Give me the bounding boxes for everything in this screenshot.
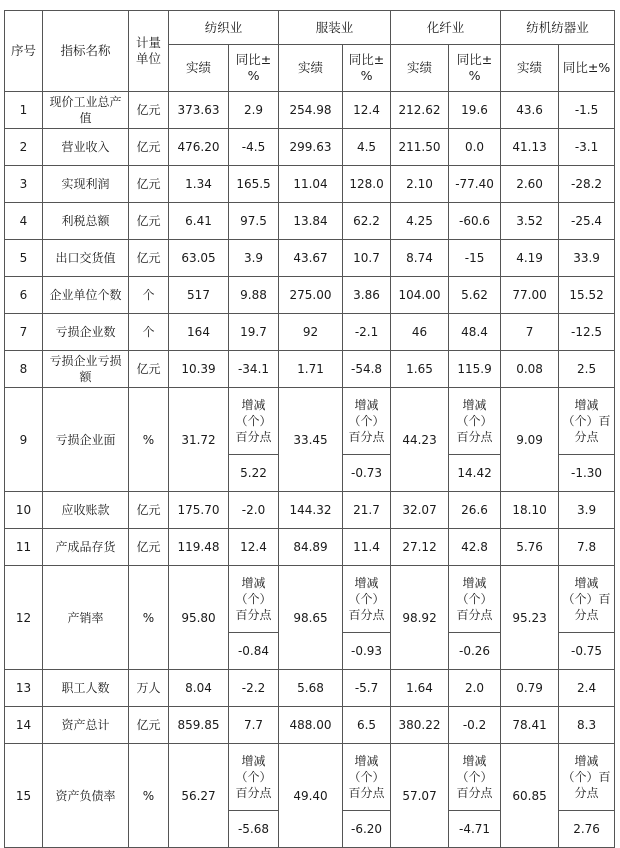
table-row — [5, 707, 615, 744]
table-row — [5, 203, 615, 240]
cell-actual: 44.23 — [391, 388, 449, 492]
cell-actual: 380.22 — [391, 707, 449, 744]
cell-unit: 亿元 — [129, 351, 169, 388]
cell-indicator-name: 产成品存货 — [43, 529, 129, 566]
cell-yoy: 7.8 — [559, 529, 615, 566]
cell-indicator-name: 现价工业总产值 — [43, 92, 129, 129]
cell-yoy: -77.40 — [449, 166, 501, 203]
table-row — [5, 314, 615, 351]
statistics-table — [4, 10, 615, 848]
cell-actual: 9.09 — [501, 388, 559, 492]
cell-actual: 4.25 — [391, 203, 449, 240]
cell-change-value: -6.20 — [343, 811, 391, 848]
cell-actual: 77.00 — [501, 277, 559, 314]
cell-indicator-name: 资产负债率 — [43, 744, 129, 848]
header-row-groups — [5, 11, 615, 45]
cell-actual: 0.08 — [501, 351, 559, 388]
cell-seq: 12 — [5, 566, 43, 670]
cell-actual: 8.74 — [391, 240, 449, 277]
cell-change-label: 增减（个）百分点 — [343, 744, 391, 811]
cell-actual: 84.89 — [279, 529, 343, 566]
cell-seq: 5 — [5, 240, 43, 277]
cell-change-value: 5.22 — [229, 455, 279, 492]
cell-yoy: 12.4 — [229, 529, 279, 566]
cell-unit: 亿元 — [129, 129, 169, 166]
cell-actual: 43.6 — [501, 92, 559, 129]
cell-unit: % — [129, 566, 169, 670]
cell-change-label: 增减（个）百分点 — [229, 388, 279, 455]
cell-change-label: 增减（个）百分点 — [559, 566, 615, 633]
table-row — [5, 670, 615, 707]
cell-yoy: 33.9 — [559, 240, 615, 277]
cell-actual: 144.32 — [279, 492, 343, 529]
cell-seq: 13 — [5, 670, 43, 707]
cell-yoy: -0.2 — [449, 707, 501, 744]
cell-actual: 0.79 — [501, 670, 559, 707]
cell-seq: 4 — [5, 203, 43, 240]
cell-actual: 31.72 — [169, 388, 229, 492]
cell-seq: 2 — [5, 129, 43, 166]
cell-indicator-name: 企业单位个数 — [43, 277, 129, 314]
cell-actual: 175.70 — [169, 492, 229, 529]
cell-actual: 275.00 — [279, 277, 343, 314]
cell-yoy: -28.2 — [559, 166, 615, 203]
cell-yoy: 19.6 — [449, 92, 501, 129]
cell-change-value: 14.42 — [449, 455, 501, 492]
table-row — [5, 92, 615, 129]
cell-actual: 859.85 — [169, 707, 229, 744]
cell-actual: 1.64 — [391, 670, 449, 707]
cell-change-value: -1.30 — [559, 455, 615, 492]
cell-indicator-name: 资产总计 — [43, 707, 129, 744]
cell-actual: 6.41 — [169, 203, 229, 240]
cell-change-value: -5.68 — [229, 811, 279, 848]
cell-seq: 7 — [5, 314, 43, 351]
header-actual: 实绩 — [501, 45, 559, 92]
cell-unit: 万人 — [129, 670, 169, 707]
cell-change-label: 增减（个）百分点 — [343, 388, 391, 455]
cell-yoy: 2.9 — [229, 92, 279, 129]
cell-seq: 9 — [5, 388, 43, 492]
cell-yoy: 3.9 — [559, 492, 615, 529]
cell-unit: % — [129, 744, 169, 848]
cell-change-label: 增减（个）百分点 — [229, 566, 279, 633]
cell-actual: 212.62 — [391, 92, 449, 129]
cell-yoy: 2.4 — [559, 670, 615, 707]
cell-yoy: 62.2 — [343, 203, 391, 240]
cell-yoy: 2.0 — [449, 670, 501, 707]
table-row — [5, 129, 615, 166]
header-actual: 实绩 — [391, 45, 449, 92]
cell-unit: 个 — [129, 314, 169, 351]
cell-yoy: -34.1 — [229, 351, 279, 388]
cell-indicator-name: 应收账款 — [43, 492, 129, 529]
cell-yoy: -2.1 — [343, 314, 391, 351]
cell-actual: 98.92 — [391, 566, 449, 670]
cell-actual: 98.65 — [279, 566, 343, 670]
header-group-apparel: 服装业 — [279, 11, 391, 45]
table-body — [5, 11, 615, 848]
cell-actual: 517 — [169, 277, 229, 314]
cell-yoy: 12.4 — [343, 92, 391, 129]
cell-indicator-name: 利税总额 — [43, 203, 129, 240]
cell-change-value: -0.93 — [343, 633, 391, 670]
cell-actual: 60.85 — [501, 744, 559, 848]
cell-yoy: 15.52 — [559, 277, 615, 314]
cell-seq: 8 — [5, 351, 43, 388]
cell-change-label: 增减（个）百分点 — [229, 744, 279, 811]
cell-actual: 95.80 — [169, 566, 229, 670]
cell-indicator-name: 亏损企业面 — [43, 388, 129, 492]
header-group-chemical-fiber: 化纤业 — [391, 11, 501, 45]
cell-yoy: 3.86 — [343, 277, 391, 314]
cell-yoy: 11.4 — [343, 529, 391, 566]
cell-actual: 373.63 — [169, 92, 229, 129]
cell-change-value: -0.26 — [449, 633, 501, 670]
cell-actual: 488.00 — [279, 707, 343, 744]
cell-actual: 4.19 — [501, 240, 559, 277]
cell-indicator-name: 产销率 — [43, 566, 129, 670]
cell-actual: 92 — [279, 314, 343, 351]
cell-yoy: -12.5 — [559, 314, 615, 351]
cell-unit: 亿元 — [129, 707, 169, 744]
cell-change-value: -0.84 — [229, 633, 279, 670]
cell-change-label: 增减（个）百分点 — [449, 388, 501, 455]
table-row — [5, 388, 615, 455]
header-yoy: 同比±% — [449, 45, 501, 92]
cell-indicator-name: 亏损企业数 — [43, 314, 129, 351]
cell-unit: 个 — [129, 277, 169, 314]
cell-actual: 63.05 — [169, 240, 229, 277]
cell-actual: 7 — [501, 314, 559, 351]
cell-actual: 8.04 — [169, 670, 229, 707]
cell-unit: 亿元 — [129, 166, 169, 203]
table-row — [5, 744, 615, 811]
cell-seq: 11 — [5, 529, 43, 566]
cell-yoy: -15 — [449, 240, 501, 277]
cell-yoy: 7.7 — [229, 707, 279, 744]
cell-actual: 32.07 — [391, 492, 449, 529]
cell-actual: 10.39 — [169, 351, 229, 388]
cell-change-value: -0.73 — [343, 455, 391, 492]
table-row — [5, 566, 615, 633]
cell-actual: 57.07 — [391, 744, 449, 848]
cell-indicator-name: 出口交货值 — [43, 240, 129, 277]
cell-actual: 13.84 — [279, 203, 343, 240]
cell-yoy: 4.5 — [343, 129, 391, 166]
cell-yoy: -2.0 — [229, 492, 279, 529]
cell-actual: 3.52 — [501, 203, 559, 240]
cell-yoy: 19.7 — [229, 314, 279, 351]
header-yoy: 同比±% — [229, 45, 279, 92]
cell-yoy: 2.5 — [559, 351, 615, 388]
cell-actual: 2.10 — [391, 166, 449, 203]
cell-change-value: 2.76 — [559, 811, 615, 848]
cell-change-label: 增减（个）百分点 — [449, 566, 501, 633]
cell-yoy: 5.62 — [449, 277, 501, 314]
table-row — [5, 529, 615, 566]
cell-yoy: 48.4 — [449, 314, 501, 351]
cell-actual: 27.12 — [391, 529, 449, 566]
table-row — [5, 166, 615, 203]
cell-unit: 亿元 — [129, 92, 169, 129]
cell-change-label: 增减（个）百分点 — [559, 388, 615, 455]
cell-actual: 299.63 — [279, 129, 343, 166]
cell-actual: 211.50 — [391, 129, 449, 166]
cell-actual: 1.34 — [169, 166, 229, 203]
cell-yoy: 0.0 — [449, 129, 501, 166]
cell-yoy: 10.7 — [343, 240, 391, 277]
cell-seq: 6 — [5, 277, 43, 314]
cell-change-label: 增减（个）百分点 — [559, 744, 615, 811]
header-indicator-name: 指标名称 — [43, 11, 129, 92]
cell-indicator-name: 营业收入 — [43, 129, 129, 166]
cell-actual: 95.23 — [501, 566, 559, 670]
cell-actual: 2.60 — [501, 166, 559, 203]
cell-unit: 亿元 — [129, 203, 169, 240]
cell-yoy: 3.9 — [229, 240, 279, 277]
cell-change-value: -0.75 — [559, 633, 615, 670]
cell-actual: 56.27 — [169, 744, 229, 848]
cell-actual: 43.67 — [279, 240, 343, 277]
cell-change-label: 增减（个）百分点 — [343, 566, 391, 633]
cell-yoy: 97.5 — [229, 203, 279, 240]
cell-actual: 49.40 — [279, 744, 343, 848]
cell-actual: 164 — [169, 314, 229, 351]
cell-yoy: 6.5 — [343, 707, 391, 744]
cell-seq: 10 — [5, 492, 43, 529]
cell-actual: 11.04 — [279, 166, 343, 203]
header-unit: 计量单位 — [129, 11, 169, 92]
cell-yoy: -54.8 — [343, 351, 391, 388]
header-yoy: 同比±% — [559, 45, 615, 92]
cell-yoy: 42.8 — [449, 529, 501, 566]
cell-actual: 5.76 — [501, 529, 559, 566]
table-row — [5, 240, 615, 277]
cell-actual: 5.68 — [279, 670, 343, 707]
cell-yoy: 128.0 — [343, 166, 391, 203]
header-yoy: 同比±% — [343, 45, 391, 92]
cell-actual: 476.20 — [169, 129, 229, 166]
table-row — [5, 277, 615, 314]
cell-actual: 1.65 — [391, 351, 449, 388]
cell-unit: 亿元 — [129, 240, 169, 277]
cell-actual: 33.45 — [279, 388, 343, 492]
cell-actual: 41.13 — [501, 129, 559, 166]
cell-yoy: -3.1 — [559, 129, 615, 166]
cell-actual: 254.98 — [279, 92, 343, 129]
cell-change-value: -4.71 — [449, 811, 501, 848]
cell-yoy: -25.4 — [559, 203, 615, 240]
table-row — [5, 351, 615, 388]
statistics-table-container — [4, 10, 614, 848]
cell-yoy: -2.2 — [229, 670, 279, 707]
cell-change-label: 增减（个）百分点 — [449, 744, 501, 811]
cell-actual: 18.10 — [501, 492, 559, 529]
cell-indicator-name: 职工人数 — [43, 670, 129, 707]
cell-unit: 亿元 — [129, 492, 169, 529]
header-actual: 实绩 — [279, 45, 343, 92]
cell-seq: 3 — [5, 166, 43, 203]
cell-yoy: 26.6 — [449, 492, 501, 529]
cell-seq: 1 — [5, 92, 43, 129]
cell-seq: 15 — [5, 744, 43, 848]
cell-actual: 119.48 — [169, 529, 229, 566]
cell-yoy: -5.7 — [343, 670, 391, 707]
header-actual: 实绩 — [169, 45, 229, 92]
cell-yoy: -60.6 — [449, 203, 501, 240]
header-seq: 序号 — [5, 11, 43, 92]
header-group-textile-machinery: 纺机纺器业 — [501, 11, 615, 45]
cell-actual: 46 — [391, 314, 449, 351]
cell-indicator-name: 实现利润 — [43, 166, 129, 203]
cell-yoy: 115.9 — [449, 351, 501, 388]
cell-actual: 1.71 — [279, 351, 343, 388]
cell-unit: % — [129, 388, 169, 492]
cell-yoy: -4.5 — [229, 129, 279, 166]
cell-yoy: 21.7 — [343, 492, 391, 529]
header-group-textile: 纺织业 — [169, 11, 279, 45]
cell-actual: 78.41 — [501, 707, 559, 744]
table-row — [5, 492, 615, 529]
cell-yoy: 9.88 — [229, 277, 279, 314]
cell-indicator-name: 亏损企业亏损额 — [43, 351, 129, 388]
cell-yoy: -1.5 — [559, 92, 615, 129]
cell-yoy: 8.3 — [559, 707, 615, 744]
cell-actual: 104.00 — [391, 277, 449, 314]
cell-yoy: 165.5 — [229, 166, 279, 203]
cell-seq: 14 — [5, 707, 43, 744]
cell-unit: 亿元 — [129, 529, 169, 566]
